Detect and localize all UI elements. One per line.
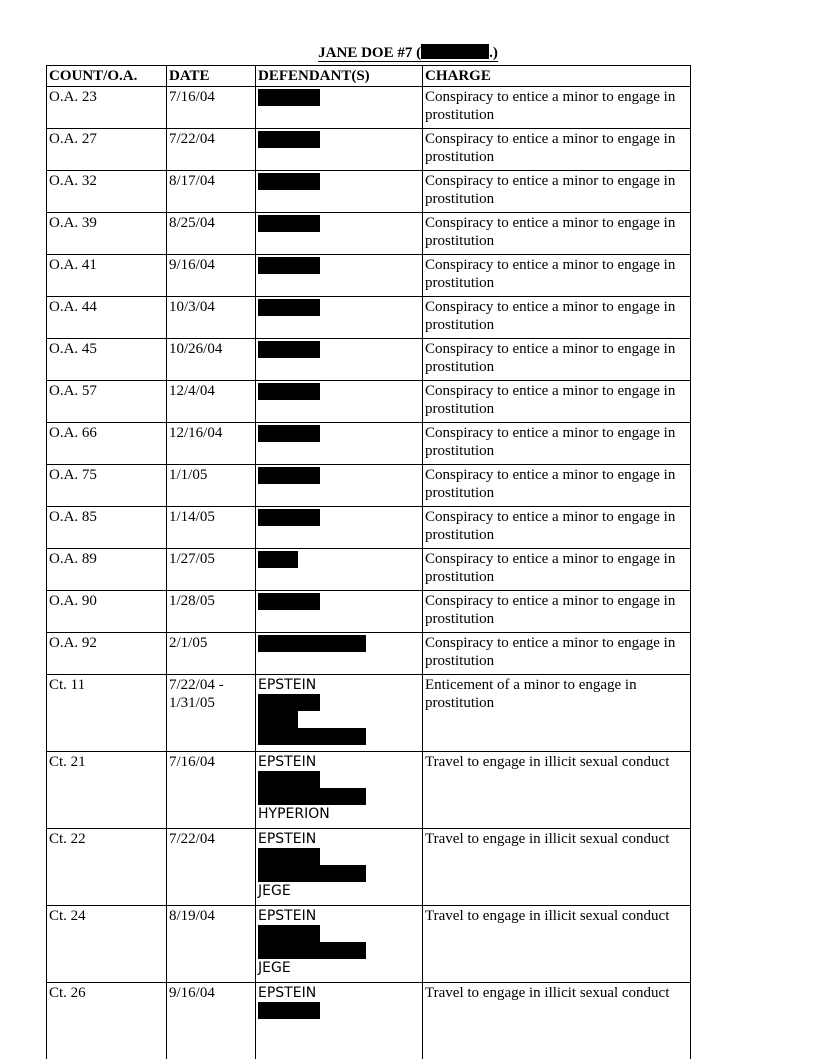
count-cell: O.A. 23 — [47, 87, 167, 129]
count-cell: O.A. 57 — [47, 381, 167, 423]
date-cell: 9/16/04 — [167, 255, 256, 297]
date-cell: 8/17/04 — [167, 171, 256, 213]
charge-cell: Conspiracy to entice a minor to engage in prostitution — [423, 255, 691, 297]
charge-cell: Conspiracy to entice a minor to engage in prostitution — [423, 507, 691, 549]
date-cell: 1/1/05 — [167, 465, 256, 507]
count-cell: O.A. 75 — [47, 465, 167, 507]
table-row — [47, 87, 691, 129]
defendant-cell — [256, 983, 423, 1059]
count-cell: O.A. 39 — [47, 213, 167, 255]
count-cell: O.A. 89 — [47, 549, 167, 591]
count-cell: O.A. 66 — [47, 423, 167, 465]
header-count: COUNT/O.A. — [47, 66, 167, 87]
count-cell: Ct. 22 — [47, 829, 167, 906]
redaction — [258, 425, 320, 442]
defendant-cell — [256, 339, 423, 381]
table-row — [47, 423, 691, 465]
defendant-cell — [256, 87, 423, 129]
defendant-cell — [256, 906, 423, 983]
count-cell: O.A. 32 — [47, 171, 167, 213]
redaction — [258, 942, 366, 959]
table-row — [47, 297, 691, 339]
date-cell: 10/3/04 — [167, 297, 256, 339]
redaction — [258, 551, 298, 568]
charge-cell: Conspiracy to entice a minor to engage in prostitution — [423, 213, 691, 255]
defendant-name: EPSTEIN — [258, 830, 420, 848]
defendant-name: EPSTEIN — [258, 753, 420, 771]
defendant-cell — [256, 829, 423, 906]
charge-cell: Conspiracy to entice a minor to engage in prostitution — [423, 171, 691, 213]
count-cell: O.A. 41 — [47, 255, 167, 297]
count-cell: O.A. 27 — [47, 129, 167, 171]
table-row — [47, 381, 691, 423]
table-row — [47, 591, 691, 633]
redaction — [258, 89, 320, 106]
table-row — [47, 675, 691, 752]
defendant-cell — [256, 507, 423, 549]
date-cell: 7/22/04 - 1/31/05 — [167, 675, 256, 752]
defendant-cell — [256, 675, 423, 752]
defendant-name: JEGE — [258, 882, 420, 900]
count-cell: O.A. 44 — [47, 297, 167, 339]
title-redaction — [421, 44, 489, 59]
header-defendants: DEFENDANT(S) — [256, 66, 423, 87]
defendant-name: JEGE — [258, 959, 420, 977]
table-row — [47, 213, 691, 255]
charge-cell: Travel to engage in illicit sexual conduct — [423, 906, 691, 983]
redaction — [258, 865, 366, 882]
defendant-name: EPSTEIN — [258, 907, 420, 925]
defendant-name: EPSTEIN — [258, 984, 420, 1002]
charge-cell: Conspiracy to entice a minor to engage in prostitution — [423, 87, 691, 129]
table-row — [47, 752, 691, 829]
redaction — [258, 694, 320, 711]
count-cell: O.A. 45 — [47, 339, 167, 381]
redaction — [258, 635, 366, 652]
count-cell: Ct. 26 — [47, 983, 167, 1059]
date-cell: 1/14/05 — [167, 507, 256, 549]
count-cell: O.A. 92 — [47, 633, 167, 675]
charge-cell: Conspiracy to entice a minor to engage in prostitution — [423, 381, 691, 423]
redaction — [258, 383, 320, 400]
date-cell: 7/16/04 — [167, 752, 256, 829]
table-row — [47, 507, 691, 549]
count-cell: Ct. 21 — [47, 752, 167, 829]
redaction — [258, 341, 320, 358]
defendant-cell — [256, 297, 423, 339]
date-cell: 10/26/04 — [167, 339, 256, 381]
table-row — [47, 465, 691, 507]
redaction — [258, 173, 320, 190]
charge-cell: Travel to engage in illicit sexual conduct — [423, 983, 691, 1059]
defendant-cell — [256, 549, 423, 591]
charge-cell: Conspiracy to entice a minor to engage in prostitution — [423, 465, 691, 507]
defendant-name: EPSTEIN — [258, 676, 420, 694]
header-charge: CHARGE — [423, 66, 691, 87]
count-cell: Ct. 24 — [47, 906, 167, 983]
defendant-cell — [256, 465, 423, 507]
redaction — [258, 215, 320, 232]
table-row — [47, 255, 691, 297]
table-row — [47, 906, 691, 983]
redaction — [258, 593, 320, 610]
date-cell: 7/16/04 — [167, 87, 256, 129]
date-cell: 8/25/04 — [167, 213, 256, 255]
document-title — [0, 44, 816, 62]
redaction — [258, 711, 298, 728]
table-header-row — [47, 66, 691, 87]
charge-cell: Travel to engage in illicit sexual conduct — [423, 752, 691, 829]
table-row — [47, 983, 691, 1059]
defendant-cell — [256, 423, 423, 465]
defendant-cell — [256, 171, 423, 213]
count-cell: O.A. 85 — [47, 507, 167, 549]
date-cell: 1/27/05 — [167, 549, 256, 591]
charge-cell: Conspiracy to entice a minor to engage in prostitution — [423, 633, 691, 675]
redaction — [258, 467, 320, 484]
title-text-end: .) — [489, 45, 498, 61]
table-row — [47, 339, 691, 381]
defendant-cell — [256, 633, 423, 675]
counts-table — [46, 65, 691, 1059]
table-row — [47, 171, 691, 213]
charge-cell: Conspiracy to entice a minor to engage in prostitution — [423, 297, 691, 339]
date-cell: 8/19/04 — [167, 906, 256, 983]
redaction — [258, 1002, 320, 1019]
charge-cell: Conspiracy to entice a minor to engage in prostitution — [423, 423, 691, 465]
charge-cell: Conspiracy to entice a minor to engage in prostitution — [423, 591, 691, 633]
date-cell: 9/16/04 — [167, 983, 256, 1059]
redaction — [258, 848, 320, 865]
defendant-cell — [256, 752, 423, 829]
count-cell: Ct. 11 — [47, 675, 167, 752]
defendant-cell — [256, 381, 423, 423]
redaction — [258, 925, 320, 942]
title-text: JANE DOE #7 ( — [318, 45, 421, 61]
table-row — [47, 633, 691, 675]
charge-cell: Enticement of a minor to engage in prostitution — [423, 675, 691, 752]
header-date: DATE — [167, 66, 256, 87]
date-cell: 7/22/04 — [167, 829, 256, 906]
date-cell: 1/28/05 — [167, 591, 256, 633]
redaction — [258, 509, 320, 526]
date-cell: 2/1/05 — [167, 633, 256, 675]
redaction — [258, 131, 320, 148]
table-row — [47, 549, 691, 591]
table-row — [47, 829, 691, 906]
defendant-cell — [256, 255, 423, 297]
redaction — [258, 771, 320, 788]
charge-cell: Travel to engage in illicit sexual conduct — [423, 829, 691, 906]
redaction — [258, 299, 320, 316]
redaction — [258, 728, 366, 745]
charge-cell: Conspiracy to entice a minor to engage in prostitution — [423, 339, 691, 381]
date-cell: 7/22/04 — [167, 129, 256, 171]
table-row — [47, 129, 691, 171]
defendant-cell — [256, 591, 423, 633]
date-cell: 12/16/04 — [167, 423, 256, 465]
count-cell: O.A. 90 — [47, 591, 167, 633]
defendant-cell — [256, 129, 423, 171]
redaction — [258, 257, 320, 274]
date-cell: 12/4/04 — [167, 381, 256, 423]
charge-cell: Conspiracy to entice a minor to engage in prostitution — [423, 549, 691, 591]
defendant-name: HYPERION — [258, 805, 420, 823]
redaction — [258, 788, 366, 805]
defendant-cell — [256, 213, 423, 255]
charge-cell: Conspiracy to entice a minor to engage in prostitution — [423, 129, 691, 171]
